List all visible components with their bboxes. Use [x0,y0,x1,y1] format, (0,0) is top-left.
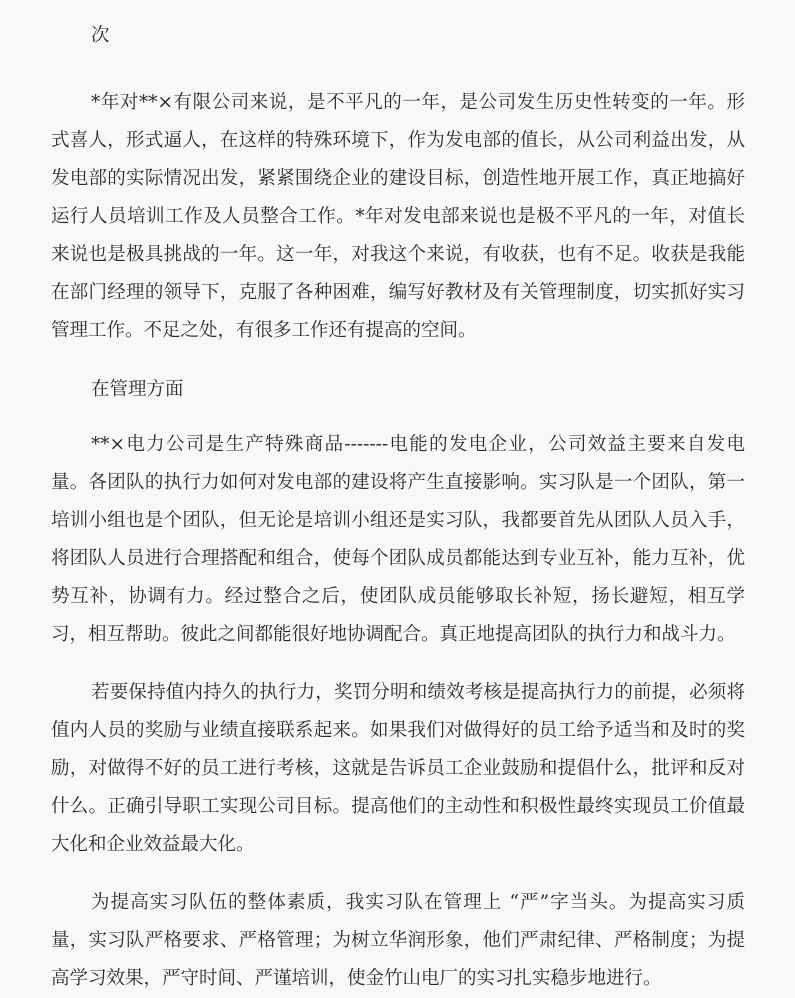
text-line: 培训小组也是个团队，但无论是培训小组还是实习队，我都要首先从团队人员入手， [51,510,745,531]
text-line: 量，实习队严格要求、严格管理；为树立华润形象，他们严肃纪律、严格制度；为提 [51,930,745,951]
paragraph-intro [51,84,745,350]
text-line: 高学习效果，严守时间、严谨培训，使金竹山电厂的实习扎实稳步地进行。 [51,968,662,989]
section-heading-management: 在管理方面 [91,379,184,400]
text-line: 发电部的实际情况出发，紧紧围绕企业的建设目标，创造性地开展工作，真正地搞好 [51,168,745,189]
text-line: 运行人员培训工作及人员整合工作。*年对发电部来说也是极不平凡的一年，对值长 [51,206,745,227]
text-line: 势互补，协调有力。经过整合之后，使团队成员能够取长补短，扬长避短，相互学 [51,586,745,607]
paragraph-quality [51,884,745,998]
text-line: 量。各团队的执行力如何对发电部的建设将产生直接影响。实习队是一个团队，第一 [51,472,745,493]
text-line: 什么。正确引导职工实现公司目标。提高他们的主动性和积极性最终实现员工价值最 [51,796,745,817]
paragraph-execution [51,674,745,864]
text-line: 将团队人员进行合理搭配和组合，使每个团队成员都能达到专业互补，能力互补，优 [51,548,745,569]
text-line: 为提高实习队伍的整体素质，我实习队在管理上 “严”字当头。为提高实习质 [91,892,745,913]
text-line: **×电力公司是生产特殊商品-------电能的发电企业，公司效益主要来自发电 [91,434,745,455]
text-line: 若要保持值内持久的执行力，奖罚分明和绩效考核是提高执行力的前提，必须将 [91,682,745,703]
text-line: 在部门经理的领导下，克服了各种困难，编写好教材及有关管理制度，切实抓好实习 [51,282,745,303]
paragraph-team [51,426,745,654]
text-line: 习，相互帮助。彼此之间都能很好地协调配合。真正地提高团队的执行力和战斗力。 [51,624,736,645]
text-line: 励，对做得不好的员工进行考核，这就是告诉员工企业鼓励和提倡什么，批评和反对 [51,758,745,779]
text-line: 值内人员的奖励与业绩直接联系起来。如果我们对做得好的员工给予适当和及时的奖 [51,720,745,741]
text-line: *年对**×有限公司来说，是不平凡的一年，是公司发生历史性转变的一年。形 [91,92,745,113]
text-line: 大化和企业效益最大化。 [51,834,255,855]
text-line: 式喜人，形式逼人，在这样的特殊环境下，作为发电部的值长，从公司利益出发，从 [51,130,745,151]
text-line: 管理工作。不足之处，有很多工作还有提高的空间。 [51,320,477,341]
section-heading-ci: 次 [91,25,110,46]
text-line: 来说也是极具挑战的一年。这一年，对我这个来说，有收获，也有不足。收获是我能 [51,244,745,265]
